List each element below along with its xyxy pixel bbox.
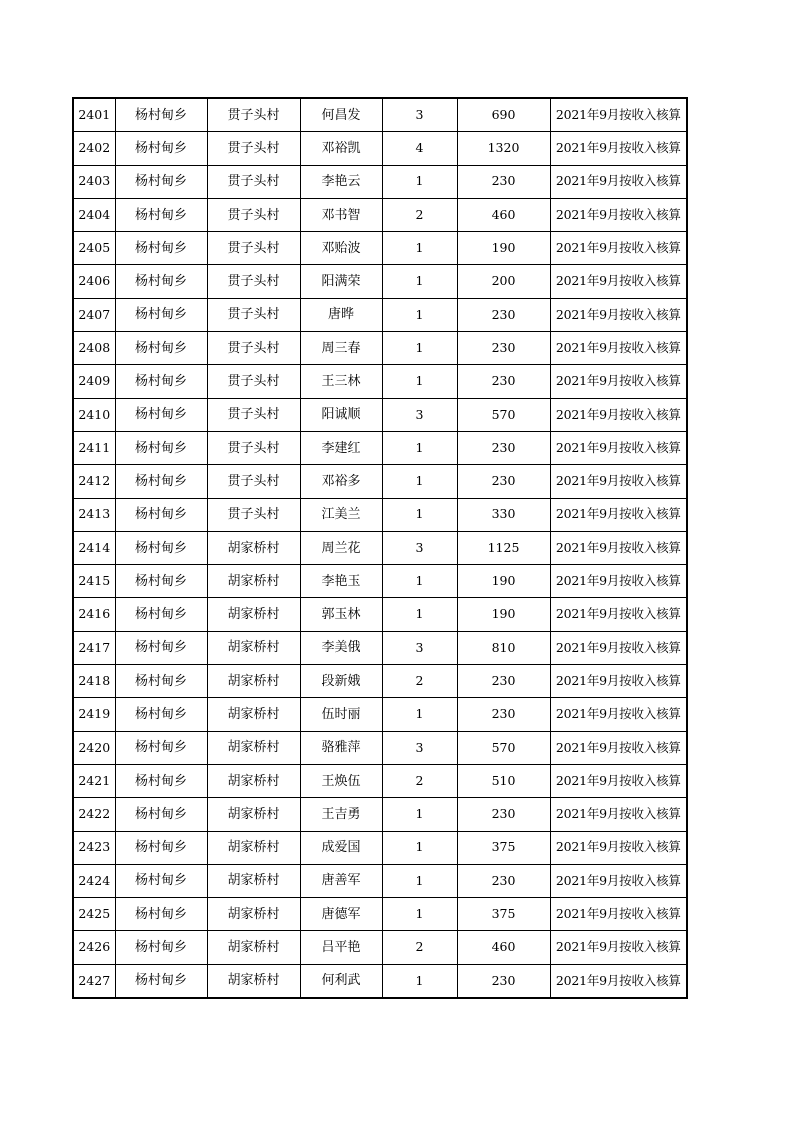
note-cell: 2021年9月按收入核算: [550, 265, 687, 298]
person-name-cell: 周兰花: [300, 531, 382, 564]
township-cell: 杨村甸乡: [115, 665, 207, 698]
person-name-cell: 邓书智: [300, 198, 382, 231]
person-name-cell: 阳诚顺: [300, 398, 382, 431]
township-cell: 杨村甸乡: [115, 265, 207, 298]
table-row: [73, 964, 687, 998]
serial-number-cell: 2410: [73, 398, 115, 431]
township-cell: 杨村甸乡: [115, 431, 207, 464]
table-row: [73, 98, 687, 132]
amount-cell: 230: [457, 798, 550, 831]
village-cell: 贯子头村: [207, 165, 300, 198]
village-cell: 胡家桥村: [207, 898, 300, 931]
person-name-cell: 李艳玉: [300, 565, 382, 598]
village-cell: 胡家桥村: [207, 565, 300, 598]
village-cell: 胡家桥村: [207, 598, 300, 631]
note-cell: 2021年9月按收入核算: [550, 598, 687, 631]
amount-cell: 230: [457, 665, 550, 698]
table-row: [73, 265, 687, 298]
note-cell: 2021年9月按收入核算: [550, 798, 687, 831]
village-cell: 胡家桥村: [207, 964, 300, 998]
household-size-cell: 1: [382, 565, 457, 598]
township-cell: 杨村甸乡: [115, 831, 207, 864]
serial-number-cell: 2411: [73, 431, 115, 464]
person-name-cell: 骆雅萍: [300, 731, 382, 764]
village-cell: 贯子头村: [207, 498, 300, 531]
person-name-cell: 李美俄: [300, 631, 382, 664]
person-name-cell: 伍时丽: [300, 698, 382, 731]
amount-cell: 375: [457, 831, 550, 864]
township-cell: 杨村甸乡: [115, 964, 207, 998]
serial-number-cell: 2422: [73, 798, 115, 831]
household-size-cell: 1: [382, 431, 457, 464]
serial-number-cell: 2408: [73, 332, 115, 365]
amount-cell: 510: [457, 764, 550, 797]
serial-number-cell: 2401: [73, 98, 115, 132]
note-cell: 2021年9月按收入核算: [550, 731, 687, 764]
amount-cell: 230: [457, 465, 550, 498]
township-cell: 杨村甸乡: [115, 298, 207, 331]
township-cell: 杨村甸乡: [115, 398, 207, 431]
village-cell: 贯子头村: [207, 398, 300, 431]
township-cell: 杨村甸乡: [115, 365, 207, 398]
note-cell: 2021年9月按收入核算: [550, 665, 687, 698]
township-cell: 杨村甸乡: [115, 798, 207, 831]
amount-cell: 1125: [457, 531, 550, 564]
amount-cell: 190: [457, 565, 550, 598]
table-row: [73, 798, 687, 831]
household-size-cell: 1: [382, 265, 457, 298]
township-cell: 杨村甸乡: [115, 498, 207, 531]
household-size-cell: 2: [382, 931, 457, 964]
household-size-cell: 1: [382, 898, 457, 931]
note-cell: 2021年9月按收入核算: [550, 531, 687, 564]
amount-cell: 460: [457, 931, 550, 964]
table-row: [73, 898, 687, 931]
household-size-cell: 1: [382, 465, 457, 498]
person-name-cell: 唐善军: [300, 864, 382, 897]
person-name-cell: 吕平艳: [300, 931, 382, 964]
table-row: [73, 731, 687, 764]
serial-number-cell: 2419: [73, 698, 115, 731]
note-cell: 2021年9月按收入核算: [550, 365, 687, 398]
serial-number-cell: 2415: [73, 565, 115, 598]
table-row: [73, 398, 687, 431]
amount-cell: 375: [457, 898, 550, 931]
serial-number-cell: 2413: [73, 498, 115, 531]
person-name-cell: 王焕伍: [300, 764, 382, 797]
note-cell: 2021年9月按收入核算: [550, 831, 687, 864]
note-cell: 2021年9月按收入核算: [550, 98, 687, 132]
table-row: [73, 931, 687, 964]
table-row: [73, 665, 687, 698]
note-cell: 2021年9月按收入核算: [550, 132, 687, 165]
table-row: [73, 764, 687, 797]
person-name-cell: 周三春: [300, 332, 382, 365]
note-cell: 2021年9月按收入核算: [550, 864, 687, 897]
household-size-cell: 1: [382, 332, 457, 365]
township-cell: 杨村甸乡: [115, 631, 207, 664]
village-cell: 胡家桥村: [207, 798, 300, 831]
note-cell: 2021年9月按收入核算: [550, 398, 687, 431]
village-cell: 胡家桥村: [207, 864, 300, 897]
serial-number-cell: 2420: [73, 731, 115, 764]
household-size-cell: 3: [382, 631, 457, 664]
township-cell: 杨村甸乡: [115, 132, 207, 165]
person-name-cell: 成爱国: [300, 831, 382, 864]
township-cell: 杨村甸乡: [115, 764, 207, 797]
household-size-cell: 3: [382, 731, 457, 764]
person-name-cell: 段新娥: [300, 665, 382, 698]
note-cell: 2021年9月按收入核算: [550, 698, 687, 731]
note-cell: 2021年9月按收入核算: [550, 964, 687, 998]
note-cell: 2021年9月按收入核算: [550, 565, 687, 598]
person-name-cell: 阳满荣: [300, 265, 382, 298]
amount-cell: 810: [457, 631, 550, 664]
township-cell: 杨村甸乡: [115, 198, 207, 231]
records-table: [72, 97, 688, 999]
table-row: [73, 465, 687, 498]
amount-cell: 230: [457, 864, 550, 897]
serial-number-cell: 2416: [73, 598, 115, 631]
table-row: [73, 165, 687, 198]
household-size-cell: 1: [382, 598, 457, 631]
household-size-cell: 2: [382, 764, 457, 797]
serial-number-cell: 2423: [73, 831, 115, 864]
table-row: [73, 631, 687, 664]
serial-number-cell: 2404: [73, 198, 115, 231]
township-cell: 杨村甸乡: [115, 931, 207, 964]
household-size-cell: 1: [382, 964, 457, 998]
township-cell: 杨村甸乡: [115, 698, 207, 731]
township-cell: 杨村甸乡: [115, 565, 207, 598]
village-cell: 胡家桥村: [207, 531, 300, 564]
household-size-cell: 2: [382, 198, 457, 231]
township-cell: 杨村甸乡: [115, 864, 207, 897]
township-cell: 杨村甸乡: [115, 98, 207, 132]
household-size-cell: 3: [382, 531, 457, 564]
village-cell: 贯子头村: [207, 298, 300, 331]
table-row: [73, 698, 687, 731]
table-row: [73, 531, 687, 564]
amount-cell: 230: [457, 165, 550, 198]
township-cell: 杨村甸乡: [115, 165, 207, 198]
township-cell: 杨村甸乡: [115, 465, 207, 498]
household-size-cell: 1: [382, 798, 457, 831]
serial-number-cell: 2424: [73, 864, 115, 897]
person-name-cell: 李建红: [300, 431, 382, 464]
amount-cell: 230: [457, 698, 550, 731]
village-cell: 胡家桥村: [207, 931, 300, 964]
amount-cell: 690: [457, 98, 550, 132]
household-size-cell: 1: [382, 831, 457, 864]
village-cell: 贯子头村: [207, 332, 300, 365]
township-cell: 杨村甸乡: [115, 232, 207, 265]
table-row: [73, 864, 687, 897]
village-cell: 胡家桥村: [207, 831, 300, 864]
note-cell: 2021年9月按收入核算: [550, 232, 687, 265]
village-cell: 贯子头村: [207, 465, 300, 498]
note-cell: 2021年9月按收入核算: [550, 431, 687, 464]
village-cell: 贯子头村: [207, 132, 300, 165]
township-cell: 杨村甸乡: [115, 898, 207, 931]
serial-number-cell: 2406: [73, 265, 115, 298]
table-row: [73, 498, 687, 531]
household-size-cell: 3: [382, 98, 457, 132]
village-cell: 贯子头村: [207, 198, 300, 231]
amount-cell: 230: [457, 298, 550, 331]
note-cell: 2021年9月按收入核算: [550, 498, 687, 531]
household-size-cell: 1: [382, 698, 457, 731]
note-cell: 2021年9月按收入核算: [550, 465, 687, 498]
township-cell: 杨村甸乡: [115, 332, 207, 365]
amount-cell: 230: [457, 332, 550, 365]
household-size-cell: 1: [382, 165, 457, 198]
township-cell: 杨村甸乡: [115, 731, 207, 764]
village-cell: 胡家桥村: [207, 631, 300, 664]
note-cell: 2021年9月按收入核算: [550, 898, 687, 931]
person-name-cell: 何利武: [300, 964, 382, 998]
person-name-cell: 邓裕凯: [300, 132, 382, 165]
village-cell: 贯子头村: [207, 431, 300, 464]
table-row: [73, 431, 687, 464]
person-name-cell: 郭玉林: [300, 598, 382, 631]
table-row: [73, 831, 687, 864]
note-cell: 2021年9月按收入核算: [550, 931, 687, 964]
amount-cell: 190: [457, 598, 550, 631]
amount-cell: 230: [457, 431, 550, 464]
village-cell: 胡家桥村: [207, 731, 300, 764]
amount-cell: 570: [457, 398, 550, 431]
person-name-cell: 王三林: [300, 365, 382, 398]
serial-number-cell: 2402: [73, 132, 115, 165]
note-cell: 2021年9月按收入核算: [550, 198, 687, 231]
person-name-cell: 邓裕多: [300, 465, 382, 498]
table-row: [73, 565, 687, 598]
amount-cell: 230: [457, 365, 550, 398]
serial-number-cell: 2412: [73, 465, 115, 498]
serial-number-cell: 2409: [73, 365, 115, 398]
note-cell: 2021年9月按收入核算: [550, 165, 687, 198]
person-name-cell: 何昌发: [300, 98, 382, 132]
amount-cell: 230: [457, 964, 550, 998]
village-cell: 胡家桥村: [207, 698, 300, 731]
table-row: [73, 365, 687, 398]
amount-cell: 190: [457, 232, 550, 265]
serial-number-cell: 2426: [73, 931, 115, 964]
household-size-cell: 4: [382, 132, 457, 165]
household-size-cell: 2: [382, 665, 457, 698]
amount-cell: 200: [457, 265, 550, 298]
table-row: [73, 232, 687, 265]
records-table-body: [73, 98, 687, 998]
person-name-cell: 唐德军: [300, 898, 382, 931]
serial-number-cell: 2403: [73, 165, 115, 198]
village-cell: 贯子头村: [207, 232, 300, 265]
table-row: [73, 132, 687, 165]
household-size-cell: 1: [382, 365, 457, 398]
person-name-cell: 唐晔: [300, 298, 382, 331]
amount-cell: 1320: [457, 132, 550, 165]
serial-number-cell: 2407: [73, 298, 115, 331]
amount-cell: 460: [457, 198, 550, 231]
serial-number-cell: 2425: [73, 898, 115, 931]
serial-number-cell: 2417: [73, 631, 115, 664]
note-cell: 2021年9月按收入核算: [550, 764, 687, 797]
serial-number-cell: 2405: [73, 232, 115, 265]
person-name-cell: 李艳云: [300, 165, 382, 198]
table-row: [73, 198, 687, 231]
note-cell: 2021年9月按收入核算: [550, 332, 687, 365]
household-size-cell: 3: [382, 398, 457, 431]
village-cell: 贯子头村: [207, 98, 300, 132]
note-cell: 2021年9月按收入核算: [550, 298, 687, 331]
amount-cell: 330: [457, 498, 550, 531]
person-name-cell: 邓贻波: [300, 232, 382, 265]
table-row: [73, 598, 687, 631]
table-row: [73, 298, 687, 331]
serial-number-cell: 2421: [73, 764, 115, 797]
township-cell: 杨村甸乡: [115, 531, 207, 564]
village-cell: 胡家桥村: [207, 665, 300, 698]
household-size-cell: 1: [382, 498, 457, 531]
serial-number-cell: 2414: [73, 531, 115, 564]
village-cell: 胡家桥村: [207, 764, 300, 797]
household-size-cell: 1: [382, 232, 457, 265]
household-size-cell: 1: [382, 864, 457, 897]
household-size-cell: 1: [382, 298, 457, 331]
table-row: [73, 332, 687, 365]
person-name-cell: 王吉勇: [300, 798, 382, 831]
person-name-cell: 江美兰: [300, 498, 382, 531]
village-cell: 贯子头村: [207, 365, 300, 398]
serial-number-cell: 2418: [73, 665, 115, 698]
serial-number-cell: 2427: [73, 964, 115, 998]
township-cell: 杨村甸乡: [115, 598, 207, 631]
village-cell: 贯子头村: [207, 265, 300, 298]
note-cell: 2021年9月按收入核算: [550, 631, 687, 664]
amount-cell: 570: [457, 731, 550, 764]
